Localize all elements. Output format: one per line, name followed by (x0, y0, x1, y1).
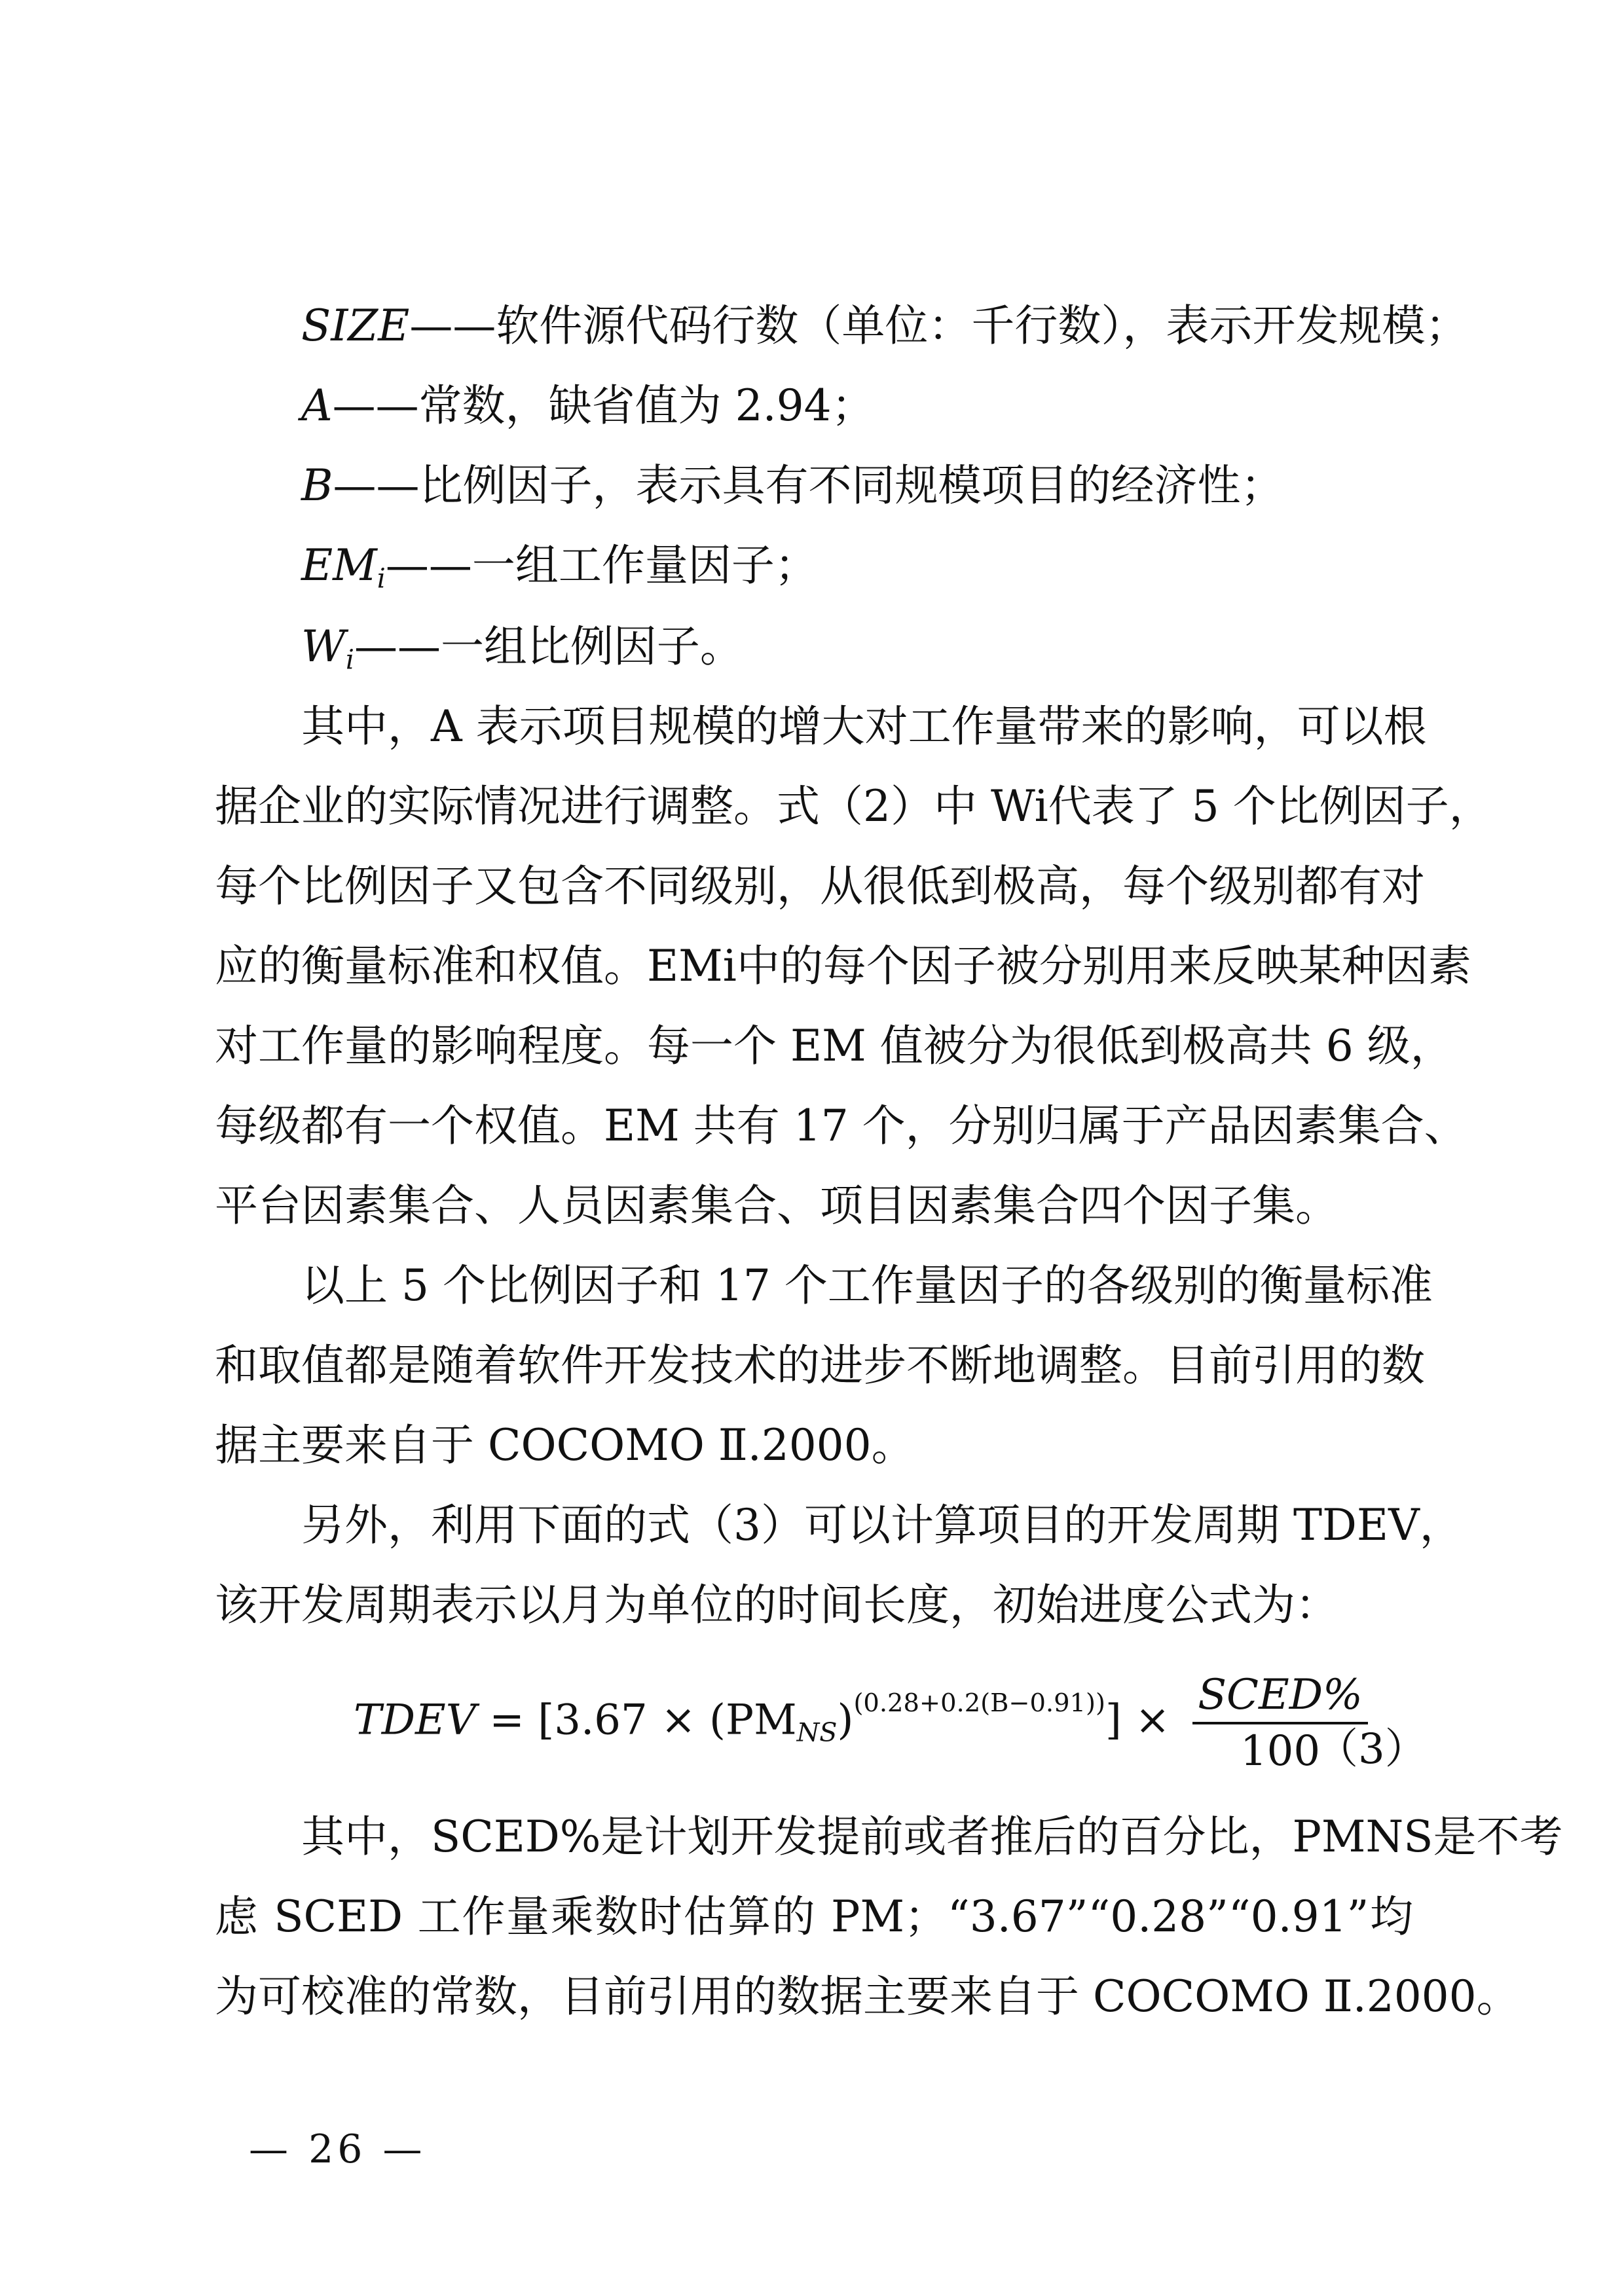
paragraph-line: 其中，SCED%是计划开发提前或者推后的百分比，PMNS是不考 (301, 1812, 1563, 1862)
paragraph-line: 为可校准的常数，目前引用的数据主要来自于 COCOMO Ⅱ.2000。 (215, 1971, 1520, 2022)
paragraph-line: 每个比例因子又包含不同级别，从很低到极高，每个级别都有对 (215, 861, 1425, 911)
paragraph-line: 虑 SCED 工作量乘数时估算的 PM；“3.67”“0.28”“0.91”均 (215, 1891, 1413, 1942)
definition-text: ——软件源代码行数（单位：千行数），表示开发规模； (409, 301, 1469, 351)
paragraph-line: 应的衡量标准和权值。EMi中的每个因子被分别用来反映某种因素 (215, 941, 1471, 991)
equation-exponent: (0.28+0.2(B−0.91)) (853, 1688, 1105, 1718)
paragraph-line: 对工作量的影响程度。每一个 EM 值被分为很低到极高共 6 级， (215, 1021, 1454, 1071)
symbol-subscript: i (377, 562, 386, 594)
definition-w (301, 617, 1413, 677)
paragraph-line: 以上 5 个比例因子和 17 个工作量因子的各级别的衡量标准 (301, 1260, 1433, 1311)
definition-text: ——一组比例因子。 (354, 621, 743, 672)
equation-number: （3） (1316, 1725, 1427, 1774)
paragraph-line: 和取值都是随着软件开发技术的进步不断地调整。目前引用的数 (215, 1340, 1425, 1391)
paragraph-line: 该开发周期表示以月为单位的时间长度，初始进度公式为： (215, 1580, 1338, 1630)
equation-subscript: NS (796, 1717, 838, 1748)
page-number: — 26 — (249, 2126, 426, 2172)
definition-text: ——一组工作量因子； (385, 540, 818, 591)
fraction-denominator: 100 (1240, 1727, 1321, 1776)
paragraph-line: 其中，A 表示项目规模的增大对工作量带来的影响，可以根 (301, 701, 1427, 752)
definition-text: ——比例因子，表示具有不同规模项目的经济性； (333, 460, 1284, 511)
symbol-subscript: i (345, 644, 354, 676)
equation-body: TDEV = $[3.67 \times (PM_{NS})^{(0.28+0.2(B-0.91))}]$ × $\frac{\text{SCED\%}}{100}$ (354, 1671, 1368, 1776)
paragraph-line: 据企业的实际情况进行调整。式（2）中 Wi代表了 5 个比例因子， (215, 781, 1492, 831)
symbol: B (301, 460, 333, 511)
equation-main: = [3.67 × (PM (489, 1696, 797, 1745)
symbol: EM (301, 540, 377, 591)
definition-size (301, 296, 1469, 356)
symbol: SIZE (301, 301, 410, 351)
paragraph-line: 另外，利用下面的式（3）可以计算项目的开发周期 TDEV， (301, 1500, 1463, 1550)
symbol: W (301, 621, 346, 672)
paragraph-line: 平台因素集合、人员因素集合、项目因素集合四个因子集。 (215, 1180, 1338, 1231)
fraction-numerator: SCED% (1192, 1671, 1368, 1724)
definition-em (301, 536, 1413, 596)
equation-close: ] × (1105, 1696, 1170, 1745)
definition-b (301, 456, 1413, 516)
equation (354, 1637, 1401, 1776)
equation-lhs: TDEV (354, 1696, 476, 1745)
definition-a (301, 376, 1413, 436)
paragraph-line: 据主要来自于 COCOMO Ⅱ.2000。 (215, 1420, 915, 1470)
symbol: A (301, 380, 333, 431)
definition-text: ——常数，缺省值为 2.94； (332, 380, 875, 431)
paragraph-line: 每级都有一个权值。EM 共有 17 个，分别归属于产品因素集合、 (215, 1101, 1467, 1151)
